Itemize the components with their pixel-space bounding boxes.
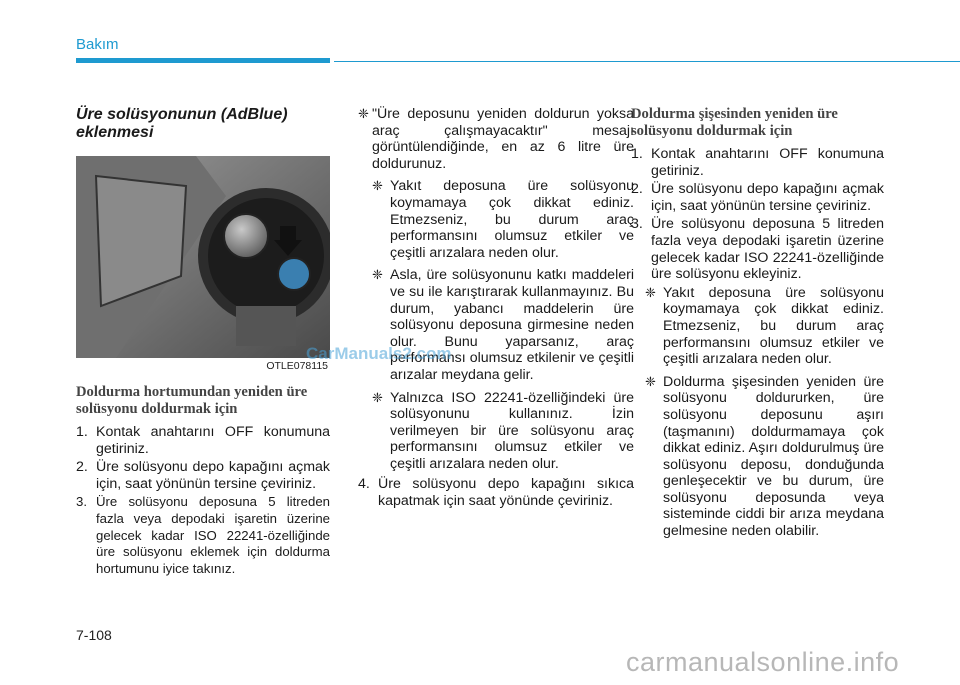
photo-illustration xyxy=(76,156,330,358)
refill-message-note: ❈ "Üre deposunu yeniden doldurun yoksa araç çalışmayacaktır" mesajı görüntülendiğinde, en az 6 litre üre doldurunuz. xyxy=(358,106,634,172)
note-item: ❈ Yakıt deposuna üre solüsyonu koymamaya çok dikkat ediniz. Etmezseniz, bu durum araç performansını olumsuz etkiler ve çeşitli arızalara neden olur. xyxy=(372,178,634,261)
list-item: 3. Üre solüsyonu deposuna 5 litreden fazla veya depodaki işaretin üzerine gelecek kadar ISO 22241-özelliğinde üre solüsyonu eklemek için doldurma hortumunu iyice takınız. xyxy=(76,494,330,576)
list-item: 4. Üre solüsyonu depo kapağını sıkıca kapatmak için saat yönünde çeviriniz. xyxy=(358,476,634,510)
header-rule xyxy=(334,61,960,62)
list-item: 1. Kontak anahtarını OFF konumuna getiriniz. xyxy=(631,146,884,179)
note-mark-icon: ❈ xyxy=(372,267,383,283)
note-item: ❈ Asla, üre solüsyonunu katkı maddeleri ve su ile karıştırarak kullanmayınız. Bu durum, yabancı maddelerin üre solüsyonu deposuna girmesine neden olur. Bunu yaparsanız, araç performansı olumsuz etkilenir ve çeşitli arızalar meydana gelir. xyxy=(372,267,634,383)
list-item: 3. Üre solüsyonu deposuna 5 litreden fazla veya depodaki işaretin üzerine gelecek kadar ISO 22241-özelliğinde üre solüsyonu ekleyiniz. xyxy=(631,216,884,283)
bottle-steps-list xyxy=(631,146,884,283)
subheading-hose: Doldurma hortumundan yeniden üre solüsyonu doldurmak için xyxy=(76,384,308,417)
note-mark-icon: ❈ xyxy=(372,389,383,405)
fuel-door-photo xyxy=(76,156,330,358)
column-right xyxy=(631,106,884,540)
overlay-watermark: CarManuals2.com xyxy=(306,344,452,363)
note-item: ❈ Yakıt deposuna üre solüsyonu koymamaya çok dikkat ediniz. Etmezseniz, bu durum araç performansını olumsuz etkiler ve çeşitli arızalara neden olur. xyxy=(645,284,884,368)
column-left xyxy=(76,106,330,579)
page-number: 7-108 xyxy=(76,627,112,643)
note-mark-icon: ❈ xyxy=(372,178,383,194)
note-mark-icon: ❈ xyxy=(645,284,656,300)
step-4-list xyxy=(358,476,634,509)
main-heading: Üre solüsyonunun (AdBlue) eklenmesi xyxy=(76,106,288,141)
figure-code: OTLE078115 xyxy=(264,358,330,375)
section-title: Bakım xyxy=(76,36,119,53)
subheading-bottle: Doldurma şişesinden yeniden üre solüsyonu doldurmak için xyxy=(631,106,838,139)
note-mark-icon: ❈ xyxy=(645,373,656,389)
list-item: 1. Kontak anahtarını OFF konumuna getiriniz. xyxy=(76,424,330,457)
header-accent-bar xyxy=(76,58,330,63)
column-middle xyxy=(358,106,634,512)
note-item: ❈ Yalnızca ISO 22241-özelliğindeki üre solüsyonunu kullanınız. İzin verilmeyen bir üre solüsyonu araç performansını olumsuz etkiler ve çeşitli arızalara neden olur. xyxy=(372,389,634,472)
note-mark-icon: ❈ xyxy=(358,106,369,121)
list-item: 2. Üre solüsyonu depo kapağını açmak için, saat yönünün tersine çeviriniz. xyxy=(76,459,330,492)
hose-steps-list xyxy=(76,424,330,577)
list-item: 2. Üre solüsyonu depo kapağını açmak için, saat yönünün tersine çeviriniz. xyxy=(631,181,884,214)
site-watermark: carmanualsonline.info xyxy=(626,647,900,677)
figure-code-row xyxy=(76,358,330,372)
note-item: ❈ Doldurma şişesinden yeniden üre solüsyonu doldururken, üre solüsyonu deposunu aşırı (taşmanını) doldurmamaya çok dikkat ediniz. Aşırı doldurulmuş üre solüsyonu deposu, donduğunda genleşecektir ve bu durum, üre solüsyonu deposunda veya sisteminde ciddi bir arıza meydana gelmesine neden olabilir. xyxy=(645,373,884,540)
